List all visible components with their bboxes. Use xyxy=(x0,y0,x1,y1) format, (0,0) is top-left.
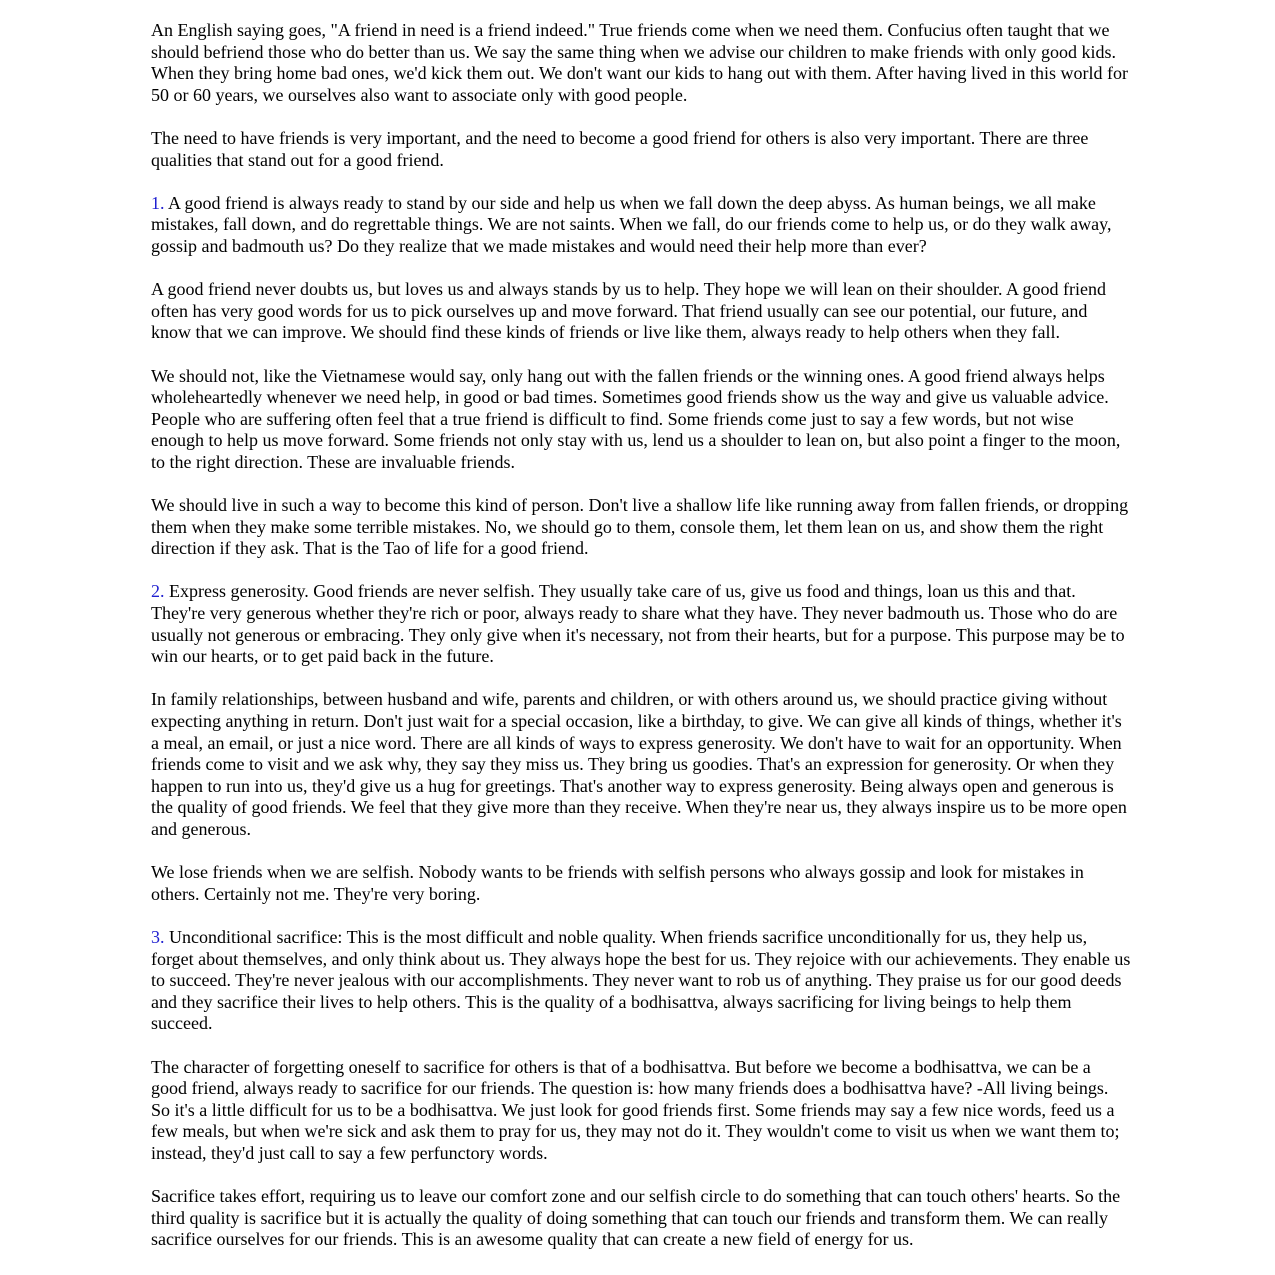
paragraph-quality-2 xyxy=(151,581,1131,667)
list-number-2: 2. xyxy=(151,581,165,602)
quality-3-text: Unconditional sacrifice: This is the most difficult and noble quality. When friends sacrifice unconditionally for us, they help us, forget about themselves, and only think about us. They always hope the best for us. They rejoice with our achievements. They enable us to succeed. They're never jealous with our accomplishments. They never want to rob us of anything. They praise us for our good deeds and they sacrifice their lives to help others. This is the quality of a bodhisattva, always sacrificing for living beings to help them succeed. xyxy=(151,926,1131,1034)
quality-1-text: A good friend is always ready to stand by our side and help us when we fall down the deep abyss. As human beings, we all make mistakes, fall down, and do regrettable things. We are not saints. When we fall, do our friends come to help us, or do they walk away, gossip and badmouth us? Do they realize that we made mistakes and would need their help more than ever? xyxy=(151,192,1112,256)
paragraph-family-relationships: In family relationships, between husband and wife, parents and children, or with others around us, we should practice giving without expecting anything in return. Don't just wait for a special occasion, like a birthday, to give. We can give all kinds of things, whether it's a meal, an email, or just a nice word. There are all kinds of ways to express generosity. We don't have to wait for an opportunity. When friends come to visit and we ask why, they say they miss us. They bring us goodies. That's an expression for generosity. Or when they happen to run into us, they'd give us a hug for greetings. That's another way to express generosity. Being always open and generous is the quality of good friends. We feel that they give more than they receive. When they're near us, they always inspire us to be more open and generous. xyxy=(151,689,1127,839)
document-body xyxy=(151,20,1131,1272)
paragraph-tao-of-life: We should live in such a way to become this kind of person. Don't live a shallow life like running away from fallen friends, or dropping them when they make some terrible mistakes. No, we should go to them, console them, let them lean on us, and show them the right direction if they ask. That is the Tao of life for a good friend. xyxy=(151,495,1129,559)
paragraph-never-doubts: A good friend never doubts us, but loves us and always stands by us to help. They hope we will lean on their shoulder. A good friend often has very good words for us to pick ourselves up and move forward. That friend usually can see our potential, our future, and know that we can improve. We should find these kinds of friends or live like them, always ready to help others when they fall. xyxy=(151,279,1107,343)
paragraph-quality-1 xyxy=(151,193,1131,258)
paragraph-quality-3 xyxy=(151,927,1131,1035)
paragraph-bodhisattva: The character of forgetting oneself to sacrifice for others is that of a bodhisattva. But before we become a bodhisattva, we can be a good friend, always ready to sacrifice for our friends. The question is: how many friends does a bodhisattva have? -All living beings. So it's a little difficult for us to be a bodhisattva. We just look for good friends first. Some friends may say a few nice words, feed us a few meals, but when we're sick and ask them to pray for us, they may not do it. They wouldn't come to visit us when we want them to; instead, they'd just call to say a few perfunctory words. xyxy=(151,1056,1120,1163)
paragraph-selfishness: We lose friends when we are selfish. Nobody wants to be friends with selfish persons who always gossip and look for mistakes in others. Certainly not me. They're very boring. xyxy=(151,862,1084,904)
paragraph-sacrifice-effort: Sacrifice takes effort, requiring us to leave our comfort zone and our selfish circle to do something that can touch others' hearts. So the third quality is sacrifice but it is actually the quality of doing something that can touch our friends and transform them. We can really sacrifice ourselves for our friends. This is an awesome quality that can create a new field of energy for us. xyxy=(151,1186,1121,1250)
list-number-1: 1. xyxy=(151,192,165,213)
paragraph-need-for-friends: The need to have friends is very important, and the need to become a good friend for others is also very important. There are three qualities that stand out for a good friend. xyxy=(151,127,1089,170)
quality-2-text: Express generosity. Good friends are never selfish. They usually take care of us, give us food and things, loan us this and that. They're very generous whether they're rich or poor, always ready to share what they have. They never badmouth us. Those who do are usually not generous or embracing. They only give when it's necessary, not from their hearts, but for a purpose. This purpose may be to win our hearts, or to get paid back in the future. xyxy=(151,581,1125,667)
paragraph-vietnamese-saying: We should not, like the Vietnamese would say, only hang out with the fallen friends or the winning ones. A good friend always helps wholeheartedly whenever we need help, in good or bad times. Sometimes good friends show us the way and give us valuable advice. People who are suffering often feel that a true friend is difficult to find. Some friends come just to say a few words, but not wise enough to help us move forward. Some friends not only stay with us, lend us a shoulder to lean on, but also point a finger to the moon, to the right direction. These are invaluable friends. xyxy=(151,365,1121,472)
paragraph-intro: An English saying goes, "A friend in need is a friend indeed." True friends come when we need them. Confucius often taught that we should befriend those who do better than us. We say the same thing when we advise our children to make friends with only good kids. When they bring home bad ones, we'd kick them out. We don't want our kids to hang out with them. After having lived in this world for 50 or 60 years, we ourselves also want to associate only with good people. xyxy=(151,20,1129,105)
list-number-3: 3. xyxy=(151,926,165,947)
